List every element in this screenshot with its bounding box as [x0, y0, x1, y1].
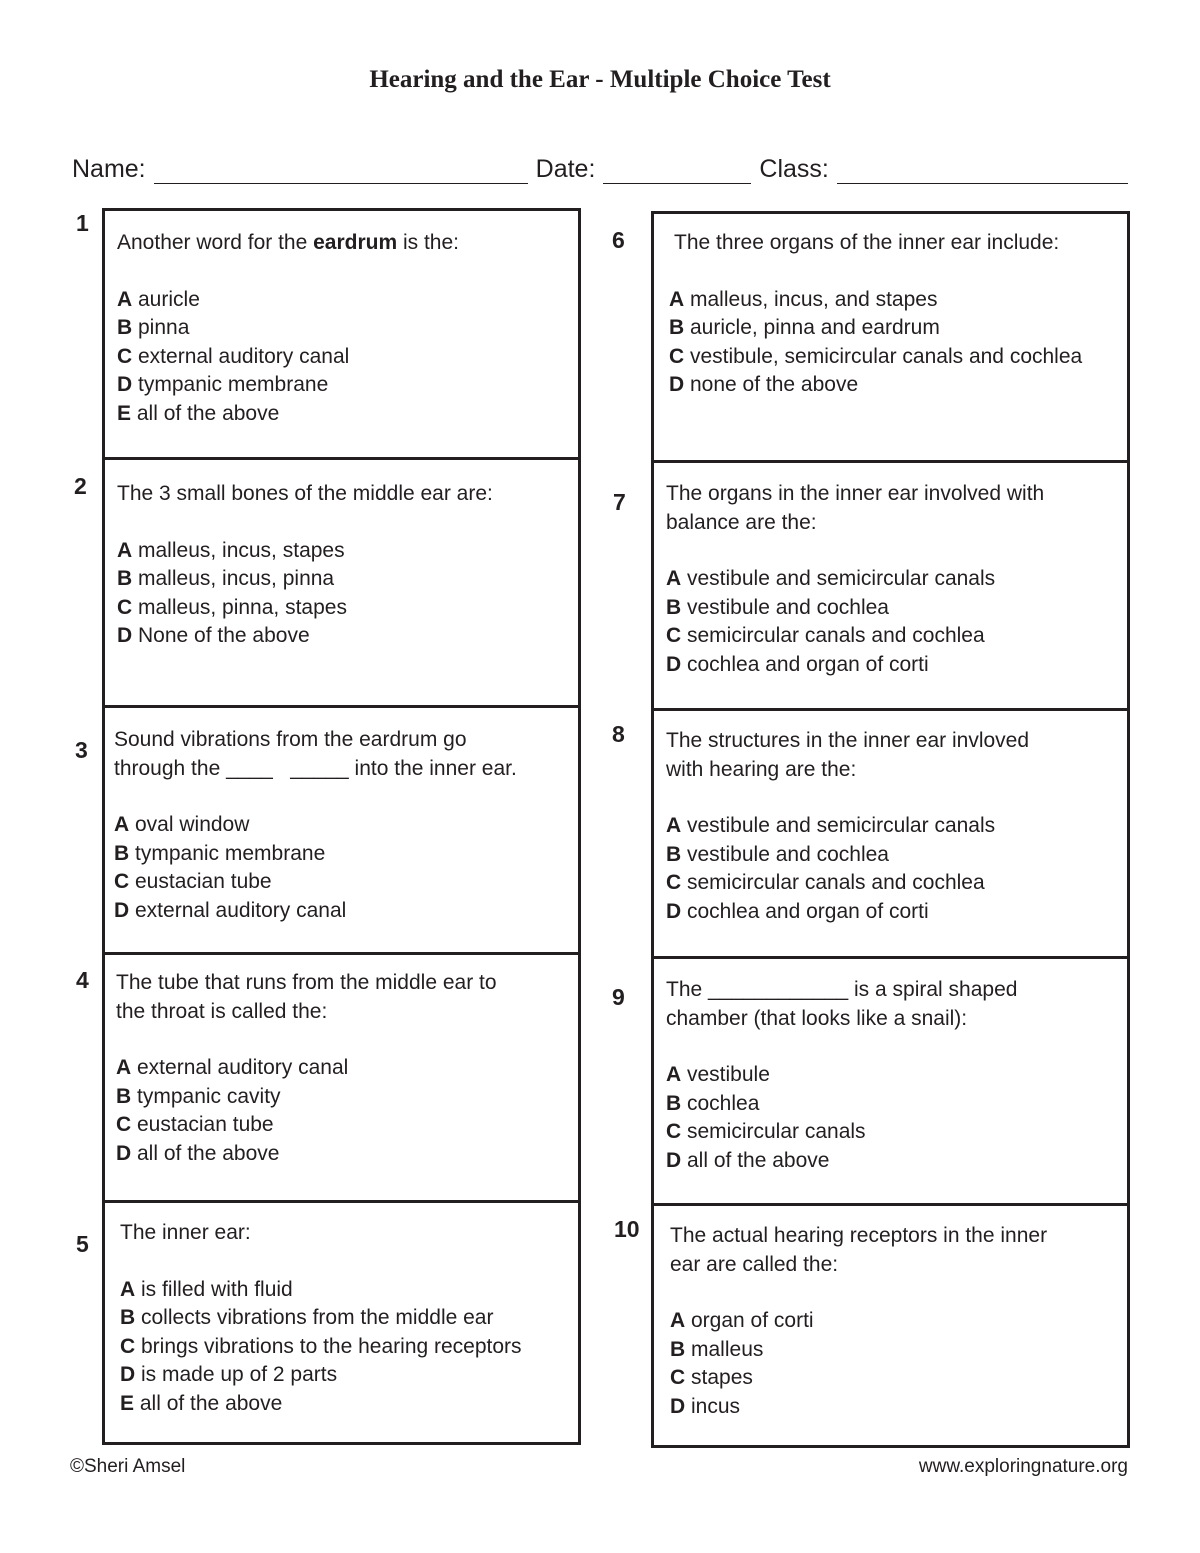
- question-1-option-e[interactable]: E all of the above: [117, 401, 280, 425]
- question-8-option-b[interactable]: B vestibule and cochlea: [666, 842, 889, 866]
- question-7-text: The organs in the inner ear involved with balance are the:: [666, 482, 1045, 534]
- question-number-4: 4: [76, 967, 89, 993]
- question-9-option-a[interactable]: A vestibule: [666, 1063, 770, 1086]
- question-8-option-a[interactable]: A vestibule and semicircular canals: [666, 814, 996, 837]
- student-info-row: [72, 150, 1128, 184]
- question-9-option-d[interactable]: D all of the above: [666, 1148, 830, 1172]
- question-5-content: [120, 1219, 574, 1418]
- question-number-10: 10: [614, 1216, 640, 1242]
- class-field[interactable]: [837, 157, 1128, 184]
- question-3-content: [114, 726, 574, 925]
- question-7-option-a[interactable]: A vestibule and semicircular canals: [666, 567, 996, 590]
- question-7-option-d[interactable]: D cochlea and organ of corti: [666, 652, 929, 676]
- question-3-option-d[interactable]: D external auditory canal: [114, 898, 347, 922]
- question-6-text: The three organs of the inner ear include:: [674, 231, 1060, 254]
- question-number-8: 8: [612, 721, 625, 747]
- question-9-option-b[interactable]: B cochlea: [666, 1091, 760, 1115]
- question-box-4: [105, 952, 578, 1200]
- question-box-9: [654, 956, 1127, 1203]
- question-5-option-e[interactable]: E all of the above: [120, 1391, 283, 1415]
- question-4-text: The tube that runs from the middle ear to the throat is called the:: [116, 971, 497, 1023]
- question-box-5: [105, 1200, 578, 1442]
- question-2-content: [117, 480, 574, 651]
- question-3-option-c[interactable]: C eustacian tube: [114, 870, 272, 893]
- question-8-option-c[interactable]: C semicircular canals and cochlea: [666, 871, 985, 894]
- question-6-options: [669, 286, 1123, 400]
- date-field[interactable]: [603, 157, 751, 184]
- question-box-2: [105, 457, 578, 705]
- question-number-3: 3: [75, 737, 88, 763]
- question-2-text: The 3 small bones of the middle ear are:: [117, 482, 493, 505]
- question-1-text: [117, 229, 574, 258]
- question-1-text-start: Another word for the: [117, 231, 314, 254]
- question-2-option-b[interactable]: B malleus, incus, pinna: [117, 567, 335, 590]
- question-9-option-c[interactable]: C semicircular canals: [666, 1120, 866, 1143]
- question-5-option-a[interactable]: A is filled with fluid: [120, 1277, 293, 1301]
- question-number-1: 1: [76, 210, 89, 236]
- question-4-option-c[interactable]: C eustacian tube: [116, 1113, 274, 1136]
- question-8-text: The structures in the inner ear invloved with hearing are the:: [666, 729, 1030, 781]
- question-10-option-a[interactable]: A organ of corti: [670, 1309, 814, 1332]
- question-6-option-d[interactable]: D none of the above: [669, 373, 859, 396]
- question-2-option-c[interactable]: C malleus, pinna, stapes: [117, 595, 347, 619]
- question-3-text: Sound vibrations from the eardrum go through the ____ _____ into the inner ear.: [114, 728, 517, 780]
- question-7-option-b[interactable]: B vestibule and cochlea: [666, 595, 889, 619]
- question-1-text-end: is the:: [397, 231, 460, 254]
- page-title: Hearing and the Ear - Multiple Choice Test: [369, 66, 831, 93]
- question-5-option-c[interactable]: C brings vibrations to the hearing receptors: [120, 1334, 522, 1358]
- question-1-option-d[interactable]: D tympanic membrane: [117, 373, 329, 396]
- question-3-option-b[interactable]: B tympanic membrane: [114, 841, 326, 865]
- question-6-option-a[interactable]: A malleus, incus, and stapes: [669, 287, 938, 311]
- questions-left-column: [102, 208, 581, 1445]
- question-1-keyword: eardrum: [313, 231, 398, 254]
- question-1-option-a[interactable]: A auricle: [117, 287, 200, 311]
- question-6-content: [669, 229, 1123, 400]
- question-10-option-c[interactable]: C stapes: [670, 1366, 753, 1389]
- question-1-content: [117, 229, 574, 428]
- copyright-text: ©Sheri Amsel: [70, 1456, 186, 1477]
- class-label: Class:: [759, 155, 829, 183]
- website-link[interactable]: www.exploringnature.org: [918, 1456, 1128, 1477]
- question-box-6: [654, 214, 1127, 460]
- question-8-content: [666, 727, 1123, 926]
- question-5-option-b[interactable]: B collects vibrations from the middle ear: [120, 1306, 494, 1329]
- question-box-3: [105, 705, 578, 952]
- question-4-option-d[interactable]: D all of the above: [116, 1141, 280, 1165]
- questions-right-column: [651, 211, 1130, 1448]
- question-6-option-b[interactable]: B auricle, pinna and eardrum: [669, 316, 940, 339]
- question-box-10: [654, 1203, 1127, 1445]
- question-1-option-c[interactable]: C external auditory canal: [117, 344, 350, 368]
- question-box-8: [654, 708, 1127, 956]
- question-7-option-c[interactable]: C semicircular canals and cochlea: [666, 624, 985, 647]
- question-number-5: 5: [76, 1231, 89, 1257]
- question-5-text: The inner ear:: [120, 1221, 251, 1244]
- name-label: Name:: [72, 155, 146, 183]
- question-10-text: The actual hearing receptors in the inner ear are called the:: [670, 1224, 1048, 1276]
- question-6-option-c[interactable]: C vestibule, semicircular canals and cochlea: [669, 344, 1083, 368]
- question-3-option-a[interactable]: A oval window: [114, 813, 250, 836]
- question-box-1: [105, 211, 578, 457]
- question-4-option-b[interactable]: B tympanic cavity: [116, 1084, 281, 1108]
- question-number-9: 9: [612, 984, 625, 1010]
- question-4-content: [116, 969, 574, 1168]
- question-number-2: 2: [74, 473, 87, 499]
- question-2-option-a[interactable]: A malleus, incus, stapes: [117, 538, 345, 562]
- question-box-7: [654, 460, 1127, 708]
- question-10-option-b[interactable]: B malleus: [670, 1337, 764, 1361]
- question-10-option-d[interactable]: D incus: [670, 1394, 741, 1418]
- question-1-option-b[interactable]: B pinna: [117, 316, 190, 339]
- question-9-content: [666, 976, 1123, 1175]
- question-2-option-d[interactable]: D None of the above: [117, 624, 310, 647]
- question-number-7: 7: [613, 489, 626, 515]
- question-4-option-a[interactable]: A external auditory canal: [116, 1056, 349, 1079]
- question-5-option-d[interactable]: D is made up of 2 parts: [120, 1363, 338, 1386]
- date-label: Date:: [535, 155, 596, 183]
- name-field[interactable]: [154, 157, 528, 184]
- question-10-content: [670, 1222, 1123, 1421]
- question-8-option-d[interactable]: D cochlea and organ of corti: [666, 899, 929, 923]
- question-9-text: The ____________ is a spiral shaped chamber (that looks like a snail):: [666, 978, 1018, 1030]
- question-7-content: [666, 480, 1123, 679]
- question-number-6: 6: [612, 227, 625, 253]
